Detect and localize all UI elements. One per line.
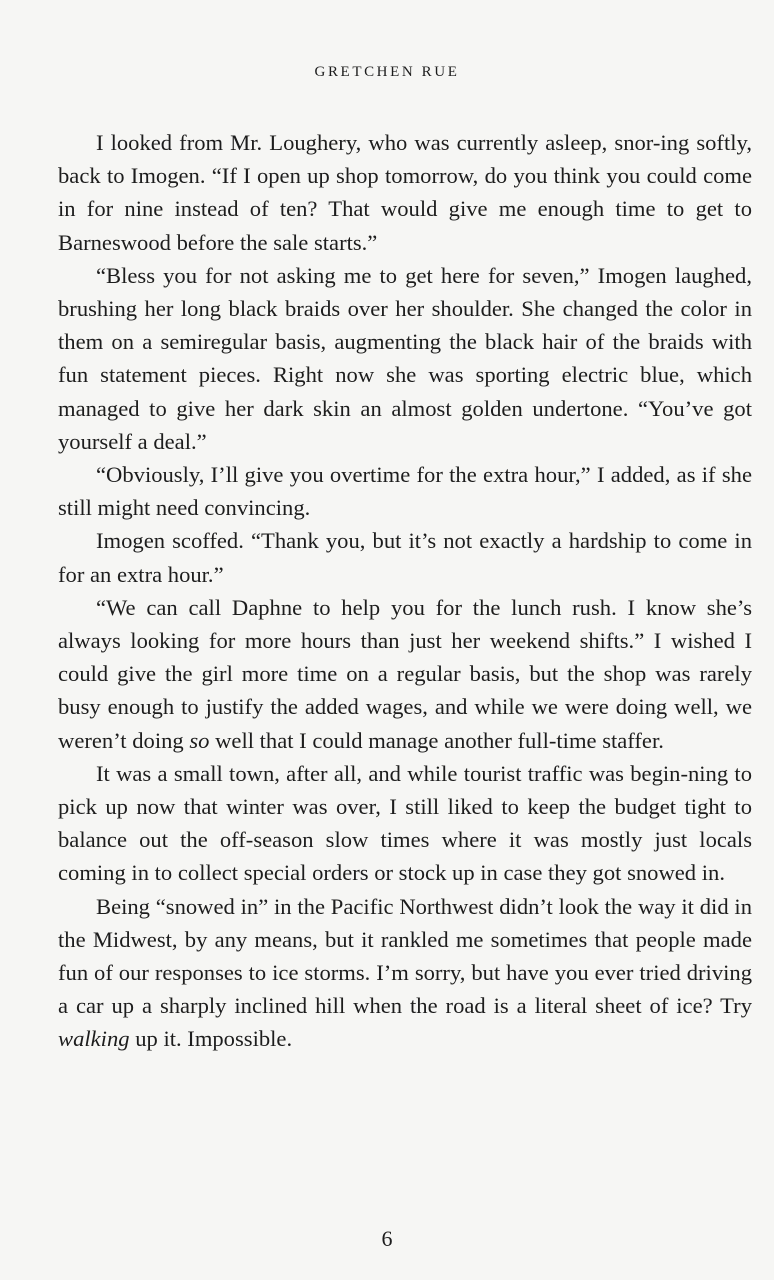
text-segment: It was a small town, after all, and while tourist traffic was begin-ning to pick up now that winter was over, I still liked to keep the budget tight to balance out the off-season slow times where it was mostly just locals coming in to collect special orders or stock up in case they got snowed in. <box>58 760 752 886</box>
text-segment: “Bless you for not asking me to get here for seven,” Imogen laughed, brushing her long black braids over her shoulder. She changed the color in them on a semiregular basis, augmenting the black hair of the braids with fun statement pieces. Right now she was sporting electric blue, which managed to give her dark skin an almost golden undertone. “You’ve got yourself a deal.” <box>58 262 752 454</box>
text-segment: “We can call Daphne to help you for the lunch rush. I know she’s always looking for more hours than just her weekend shifts.” I wished I could give the girl more time on a regular basis, but the shop was rarely busy enough to justify the added wages, and while we were doing well, we weren’t doing <box>58 594 752 753</box>
text-segment: “Obviously, I’ll give you overtime for the extra hour,” I added, as if she still might need convincing. <box>58 462 752 521</box>
body-text <box>58 126 752 1056</box>
paragraph-1 <box>58 126 752 259</box>
text-segment: well that I could manage another full-time staffer. <box>209 727 664 753</box>
italic-emphasis: so <box>189 727 210 753</box>
text-segment: Imogen scoffed. “Thank you, but it’s not exactly a hardship to come in for an extra hour.” <box>58 528 752 587</box>
paragraph-6 <box>58 757 752 890</box>
page-number: 6 <box>381 1226 393 1251</box>
text-segment: up it. Impossible. <box>129 1026 293 1052</box>
italic-emphasis: walking <box>58 1026 130 1052</box>
running-head-author: GRETCHEN RUE <box>314 64 460 80</box>
paragraph-3 <box>58 458 752 524</box>
paragraph-4 <box>58 524 752 590</box>
paragraph-7 <box>58 890 752 1056</box>
text-segment: Being “snowed in” in the Pacific Northwest didn’t look the way it did in the Midwest, by any means, but it rankled me sometimes that people made fun of our responses to ice storms. I’m sorry, but have you ever tried driving a car up a sharply inclined hill when the road is a literal sheet of ice? Try <box>58 893 752 1019</box>
paragraph-2 <box>58 259 752 458</box>
paragraph-5 <box>58 591 752 757</box>
text-segment: I looked from Mr. Loughery, who was currently asleep, snor-ing softly, back to Imogen. “If I open up shop tomorrow, do you think you could come in for nine instead of ten? That would give me enough time to get to Barneswood before the sale starts.” <box>58 130 752 255</box>
